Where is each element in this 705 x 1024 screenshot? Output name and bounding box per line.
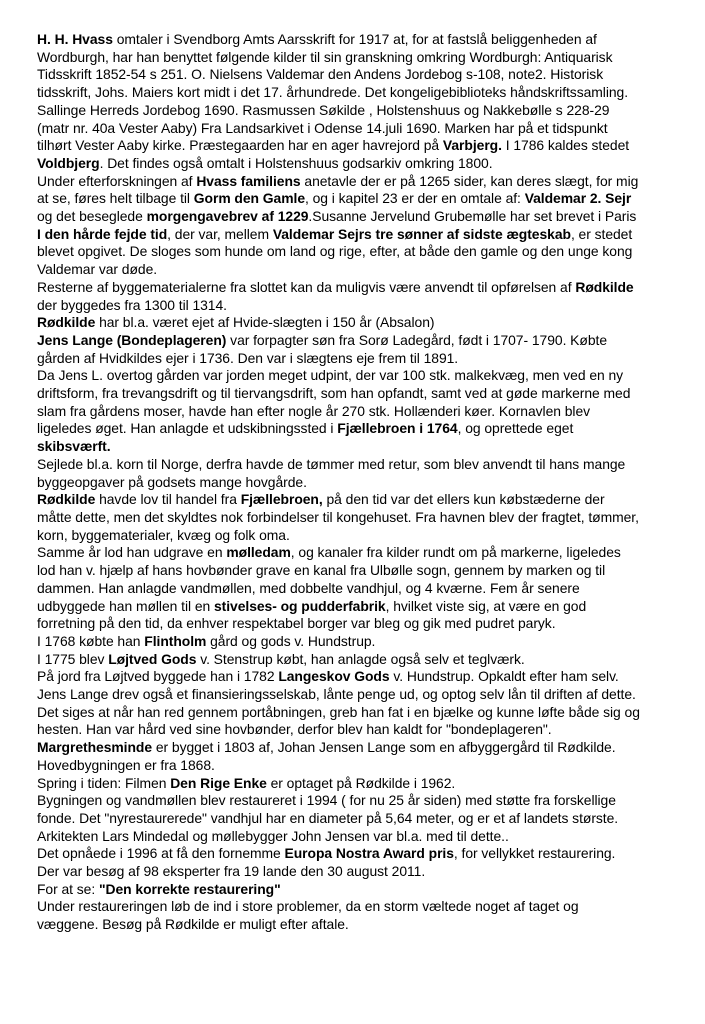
text-line xyxy=(37,792,671,810)
text-line xyxy=(37,332,671,350)
text-run: er optaget på Rødkilde i 1962. xyxy=(266,774,456,791)
text-run: For at se: xyxy=(37,880,99,897)
bold-text: Fjællebroen i 1764 xyxy=(337,420,458,437)
text-run: var forpagter søn fra Sorø Ladegård, født i 1707- 1790. Købte xyxy=(226,331,607,348)
text-run: I 1775 blev xyxy=(37,650,109,667)
text-run: , for vellykket restaurering. xyxy=(453,845,616,862)
text-line xyxy=(37,190,671,208)
text-line xyxy=(37,350,671,368)
text-run: Bygningen og vandmøllen blev restaureret i 1994 ( for nu 25 år siden) med støtte fra forskellige xyxy=(37,792,616,809)
bold-text: Fjællebroen, xyxy=(240,491,323,508)
text-run: Tidsskrift 1852-54 s 251. O. Nielsens Valdemar den Andens Jordebog s-108, note2. Historisk xyxy=(37,66,604,83)
bold-text: mølledam xyxy=(226,544,291,561)
text-run: Da Jens L. overtog gården var jorden meget udpint, der var 100 stk. malkekvæg, men ved en ny xyxy=(37,367,624,384)
bold-text: Flintholm xyxy=(144,632,207,649)
text-line xyxy=(37,845,671,863)
text-line xyxy=(37,775,671,793)
text-line xyxy=(37,456,671,474)
text-line xyxy=(37,84,671,102)
text-line xyxy=(37,580,671,598)
text-run: udbyggede han møllen til en xyxy=(37,597,214,614)
text-line xyxy=(37,491,671,509)
bold-text: Voldbjerg xyxy=(37,154,100,171)
bold-text: Løjtved Gods xyxy=(108,650,197,667)
text-run: . Det findes også omtalt i Holstenshuus godsarkiv omkring 1800. xyxy=(99,154,493,171)
text-run: Der var besøg af 98 eksperter fra 19 lande den 30 august 2011. xyxy=(37,863,426,880)
text-line xyxy=(37,297,671,315)
text-line xyxy=(37,828,671,846)
bold-text: Gorm den Gamle xyxy=(193,190,306,207)
text-line xyxy=(37,686,671,704)
text-run: (matr nr. 40a Vester Aaby) Fra Landsarkivet i Odense 14.juli 1690. Marken har på et tidspunkt xyxy=(37,119,608,136)
text-line xyxy=(37,509,671,527)
text-run: .Susanne Jervelund Grubemølle har set brevet i Paris xyxy=(308,208,637,225)
text-line xyxy=(37,757,671,775)
text-line xyxy=(37,598,671,616)
bold-text: Valdemar 2. Sejr xyxy=(524,190,632,207)
text-run: byggeopgaver på godsets mange hovgårde. xyxy=(37,473,307,490)
text-line xyxy=(37,137,671,155)
text-line xyxy=(37,49,671,67)
text-run: slam fra gårdens moser, havde han efter nogle år 270 stk. Hollænderi køer. Kornavlen blev xyxy=(37,402,591,419)
text-run: fonde. Det "nyrestaurerede" vandhjul har en diameter på 5,64 meter, og er et af landets største. xyxy=(37,809,619,826)
text-run: forretning på den tid, da enhver respektabel borger var bleg og gik med pudret paryk. xyxy=(37,615,556,632)
bold-text: Europa Nostra Award pris xyxy=(284,845,454,862)
text-run: hesten. Han var hård ved sine hovbønder, derfor blev han kaldt for "bondeplageren". xyxy=(37,721,552,738)
text-run: Sallinge Herreds Jordebog 1690. Rasmussen Søkilde , Holstenshuus og Nakkebølle s 228-29 xyxy=(37,101,610,118)
text-run: gård og gods v. Hundstrup. xyxy=(206,632,376,649)
text-run: Arkitekten Lars Mindedal og møllebygger John Jensen var bl.a. med til dette.. xyxy=(37,827,509,844)
text-line xyxy=(37,704,671,722)
text-line xyxy=(37,721,671,739)
text-line xyxy=(37,810,671,828)
bold-text: Rødkilde xyxy=(37,314,96,331)
bold-text: Den Rige Enke xyxy=(170,774,267,791)
text-line xyxy=(37,173,671,191)
document-body xyxy=(37,31,671,934)
text-line xyxy=(37,898,671,916)
text-run: måtte dette, men det skyldtes nok forbindelser til kongehuset. Fra havnen blev der fragtet, tømmer, xyxy=(37,508,639,525)
text-line xyxy=(37,102,671,120)
text-line xyxy=(37,314,671,332)
text-line xyxy=(37,385,671,403)
text-run: anetavle der er på 1265 sider, kan deres slægt, for mig xyxy=(300,172,639,189)
text-line xyxy=(37,544,671,562)
text-line xyxy=(37,367,671,385)
text-run: v. Hundstrup. Opkaldt efter ham selv. xyxy=(389,668,619,685)
text-run: Under efterforskningen af xyxy=(37,172,197,189)
text-line xyxy=(37,474,671,492)
text-line xyxy=(37,615,671,633)
text-line xyxy=(37,403,671,421)
text-run: omtaler i Svendborg Amts Aarsskrift for 1917 at, for at fastslå beliggenheden af xyxy=(112,31,597,47)
text-run: , og oprettede eget xyxy=(457,420,574,437)
text-line xyxy=(37,739,671,757)
text-run: og det beseglede xyxy=(37,208,147,225)
bold-text: Varbjerg. xyxy=(442,137,502,154)
text-run: På jord fra Løjtved byggede han i 1782 xyxy=(37,668,279,685)
text-run: tilhørt Vester Aaby kirke. Præstegaarden har en ager havrejord på xyxy=(37,137,443,154)
text-line xyxy=(37,651,671,669)
text-run: ligeledes øget. Han anlagde et udskibningssted i xyxy=(37,420,338,437)
text-run: Wordburgh, har han benyttet følgende kilder til sin granskning omkring Wordburgh: Antiquarisk xyxy=(37,48,613,65)
bold-text: "Den korrekte restaurering" xyxy=(98,880,281,897)
bold-text: stivelses- og pudderfabrik xyxy=(213,597,386,614)
text-run: Jens Lange drev også et finansieringsselskab, lånte penge ud, og optog selv lån til driften af dette. xyxy=(37,686,636,703)
text-line xyxy=(37,226,671,244)
bold-text: Margrethesminde xyxy=(37,739,153,756)
text-line xyxy=(37,279,671,297)
text-line xyxy=(37,120,671,138)
text-run: er bygget i 1803 af, Johan Jensen Lange som en afbyggergård til Rødkilde. xyxy=(152,739,616,756)
text-line xyxy=(37,155,671,173)
text-run: I 1768 købte han xyxy=(37,632,145,649)
text-run: v. Stenstrup købt, han anlagde også selv et teglværk. xyxy=(196,650,525,667)
text-run: Resterne af byggematerialerne fra slottet kan da muligvis være anvendt til opførelsen af xyxy=(37,278,576,295)
text-run: , og i kapitel 23 er der en omtale af: xyxy=(305,190,525,207)
text-run: blevet opgivet. De sloges som hunde om land og rige, efter, at både den gamle og den unge kong xyxy=(37,243,633,260)
text-run: lod han v. hjælp af hans hovbønder grave en kanal fra Ulbølle sogn, gennem by marken og til xyxy=(37,562,606,579)
text-line xyxy=(37,633,671,651)
text-run: Samme år lod han udgrave en xyxy=(37,544,227,561)
text-run: Under restaureringen løb de ind i store problemer, da en storm væltede noget af taget og xyxy=(37,898,579,915)
text-run: , der var, mellem xyxy=(167,225,273,242)
text-line xyxy=(37,881,671,899)
text-run: tidsskrift, Johs. Maiers kort midt i det 17. århundrede. Det kongeligebiblioteks håndskriftssamling. xyxy=(37,84,629,101)
text-run: Det siges at når han red gennem portåbningen, greb han fat i en bjælke og kunne løfte både sig og xyxy=(37,703,640,720)
text-run: , er stedet xyxy=(570,225,633,242)
text-run: der byggedes fra 1300 til 1314. xyxy=(37,296,227,313)
bold-text: Rødkilde xyxy=(575,278,634,295)
text-line xyxy=(37,863,671,881)
text-run: Spring i tiden: Filmen xyxy=(37,774,171,791)
text-run: havde lov til handel fra xyxy=(95,491,241,508)
text-run: dammen. Han anlagde vandmøllen, med dobbelte vandhjul, og 4 kværne. Fem år senere xyxy=(37,579,580,596)
text-run: gården af Hvidkildes ejer i 1736. Den var i slægtens eje frem til 1891. xyxy=(37,349,459,366)
text-run: I 1786 kaldes stedet xyxy=(501,137,630,154)
text-line xyxy=(37,66,671,84)
bold-text: Rødkilde xyxy=(37,491,96,508)
text-run: Hovedbygningen er fra 1868. xyxy=(37,756,215,773)
text-run: , hvilket viste sig, at være en god xyxy=(385,597,587,614)
text-run: Det opnåede i 1996 at få den fornemme xyxy=(37,845,285,862)
text-line xyxy=(37,31,671,49)
text-line xyxy=(37,562,671,580)
bold-text: skibsværft. xyxy=(37,438,111,455)
text-run: Sejlede bl.a. korn til Norge, derfra havde de tømmer med retur, som blev anvendt til hans mange xyxy=(37,455,626,472)
bold-text: Hvass familiens xyxy=(196,172,301,189)
text-line xyxy=(37,916,671,934)
text-run: på den tid var det ellers kun købstæderne der xyxy=(322,491,605,508)
text-run: at se, føres helt tilbage til xyxy=(37,190,194,207)
bold-text: Jens Lange (Bondeplageren) xyxy=(37,331,227,348)
bold-text: I den hårde fejde tid xyxy=(37,225,168,242)
text-run: Valdemar var døde. xyxy=(37,261,158,278)
text-run: væggene. Besøg på Rødkilde er muligt efter aftale. xyxy=(37,916,349,933)
bold-text: morgengavebrev af 1229 xyxy=(146,208,309,225)
text-run: korn, byggematerialer, kvæg og folk oma. xyxy=(37,526,290,543)
text-line xyxy=(37,668,671,686)
text-line xyxy=(37,420,671,438)
text-line xyxy=(37,261,671,279)
text-run: har bl.a. været ejet af Hvide-slægten i 150 år (Absalon) xyxy=(95,314,435,331)
text-line xyxy=(37,438,671,456)
bold-text: Langeskov Gods xyxy=(278,668,390,685)
bold-text: Valdemar Sejrs tre sønner af sidste ægteskab xyxy=(272,225,571,242)
text-line xyxy=(37,243,671,261)
text-line xyxy=(37,527,671,545)
bold-text: H. H. Hvass xyxy=(37,31,113,47)
text-run: driftsform, fra trevangsdrift og til tiervangsdrift, som han opfandt, samt ved at gøde markerne med xyxy=(37,385,631,402)
text-run: , og kanaler fra kilder rundt om på markerne, ligeledes xyxy=(290,544,621,561)
text-line xyxy=(37,208,671,226)
